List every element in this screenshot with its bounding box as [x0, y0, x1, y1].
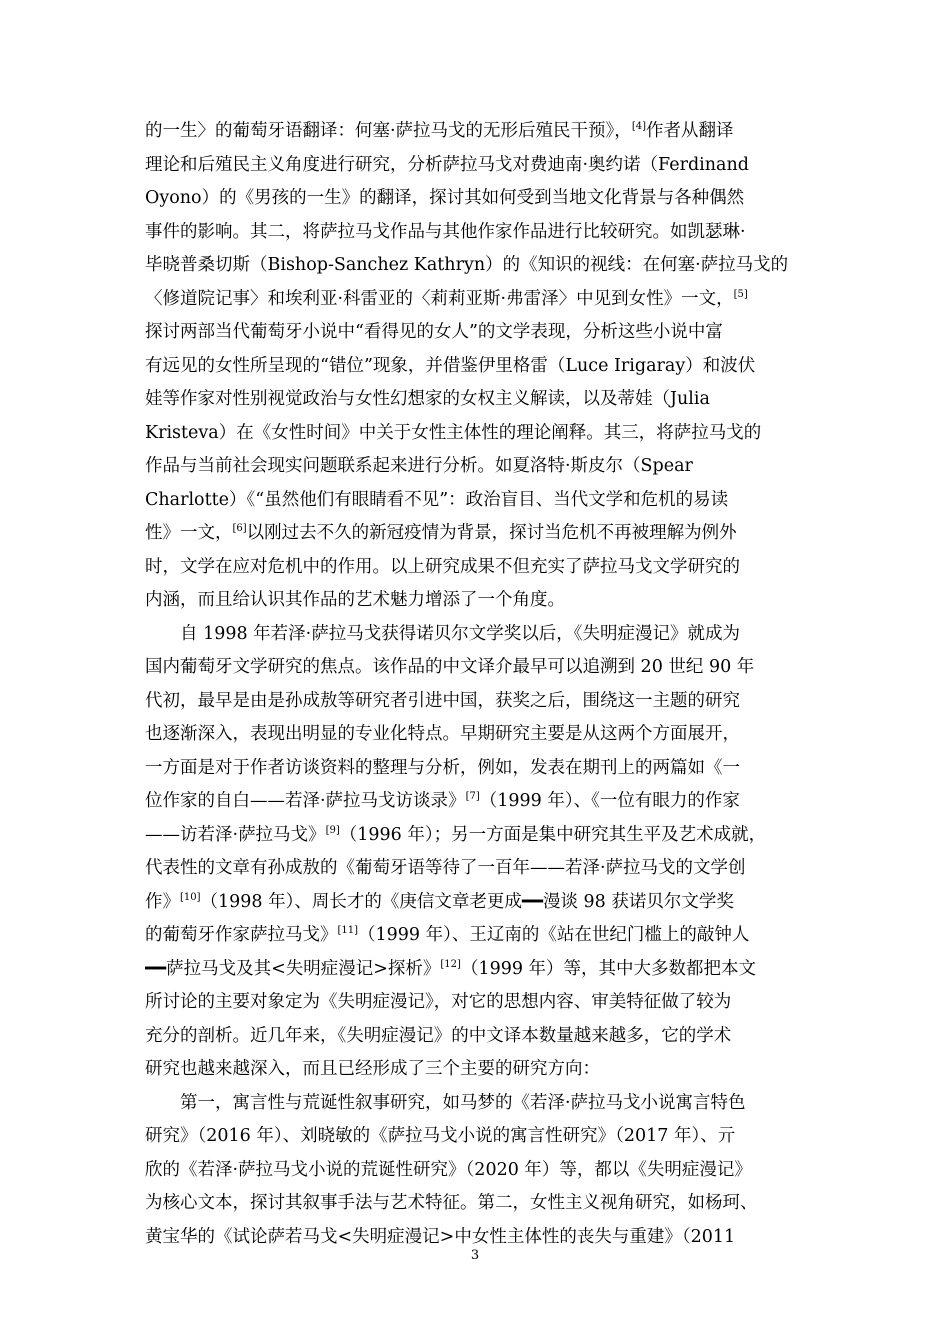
text-line: 所讨论的主要对象定为《失明症漫记》，对它的思想内容、审美特征做了较为: [145, 992, 732, 1012]
text-line: Charlotte）《“虽然他们有眼睛看不见”：政治盲目、当代文学和危机的易读: [145, 489, 729, 510]
text-line: 自 1998 年若泽·萨拉马戈获得诺贝尔文学奖以后，《失明症漫记》就成为: [180, 623, 740, 644]
text-line: 娃等作家对性别视觉政治与女性幻想家的女权主义解读，以及蒂娃（Julia: [145, 389, 710, 409]
text-line: Kristeva）在《女性时间》中关于女性主体性的理论阐释。其三，将萨拉马戈的: [145, 422, 762, 443]
text-line: 的一生〉的葡萄牙语翻译：何塞·萨拉马戈的无形后殖民干预》，[4]作者从翻译: [145, 121, 734, 141]
text-line: 内涵，而且给认识其作品的艺术魅力增添了一个角度。: [145, 590, 565, 610]
text-line: 探讨两部当代葡萄牙小说中“看得见的女人”的文学表现，分析这些小说中富: [145, 322, 723, 342]
text-line: 黄宝华的《试论萨若马戈<失明症漫记>中女性主体性的丧失与重建》（2011: [145, 1226, 736, 1247]
text-line: 第一，寓言性与荒诞性叙事研究，如马梦的《若泽·萨拉马戈小说寓言特色: [180, 1092, 746, 1113]
text-line: 代表性的文章有孙成敖的《葡萄牙语等待了一百年——若泽·萨拉马戈的文学创: [145, 858, 746, 878]
text-line: 研究也越来越深入，而且已经形成了三个主要的研究方向：: [145, 1059, 600, 1079]
text-line: 事件的影响。其二，将萨拉马戈作品与其他作家作品进行比较研究。如凯瑟琳·: [145, 221, 746, 242]
text-line: ━━萨拉马戈及其<失明症漫记>探析》[12]（1999 年）等，其中大多数都把本文: [145, 958, 757, 979]
text-line: ——访若泽·萨拉马戈》[9]（1996 年）；另一方面是集中研究其生平及艺术成就，: [145, 824, 767, 845]
text-line: 作》[10]（1998 年）、周长才的《庚信文章老更成━━漫谈 98 获诺贝尔文学奖: [145, 891, 734, 912]
text-line: 研究》（2016 年）、刘晓敏的《萨拉马戈小说的寓言性研究》（2017 年）、亓: [145, 1126, 736, 1146]
text-line: 充分的剖析。近几年来，《失明症漫记》的中文译本数量越来越多，它的学术: [145, 1025, 732, 1046]
body-text: [145, 115, 807, 1254]
text-line: Oyono）的《男孩的一生》的翻译，探讨其如何受到当地文化背景与各种偶然: [145, 188, 745, 208]
text-line: 作品与当前社会现实问题联系起来进行分析。如夏洛特·斯皮尔（Spear: [145, 456, 693, 476]
text-line: 〈修道院记事〉和埃利亚·科雷亚的〈莉莉亚斯·弗雷泽〉中见到女性》一文，[5]: [145, 288, 748, 309]
text-line: 欣的《若泽·萨拉马戈小说的荒诞性研究》（2020 年）等，都以《失明症漫记》: [145, 1159, 752, 1180]
text-line: 毕晓普桑切斯（Bishop-Sanchez Kathryn）的《知识的视线：在何塞·萨拉马戈的: [145, 255, 789, 275]
text-line: 有远见的女性所呈现的“错位”现象，并借鉴伊里格雷（Luce Irigaray）和波伏: [145, 355, 756, 376]
text-line: 位作家的自白——若泽·萨拉马戈访谈录》[7]（1999 年）、《一位有眼力的作家: [145, 791, 740, 811]
text-line: 国内葡萄牙文学研究的焦点。该作品的中文译介最早可以追溯到 20 世纪 90 年: [145, 657, 755, 677]
text-line: 性》一文，[6]以刚过去不久的新冠疫情为背景，探讨当危机不再被理解为例外: [145, 523, 737, 543]
text-line: 也逐渐深入，表现出明显的专业化特点。早期研究主要是从这两个方面展开，: [145, 724, 740, 744]
text-line: 一方面是对于作者访谈资料的整理与分析，例如，发表在期刊上的两篇如《一: [145, 757, 740, 778]
text-line: 为核心文本，探讨其叙事手法与艺术特征。第二，女性主义视角研究，如杨珂、: [145, 1193, 758, 1213]
page-number: 3: [470, 1248, 480, 1263]
text-line: 时，文学在应对危机中的作用。以上研究成果不但充实了萨拉马戈文学研究的: [145, 556, 740, 577]
text-line: 的葡萄牙作家萨拉马戈》[11]（1999 年）、王辽南的《站在世纪门槛上的敲钟人: [145, 925, 750, 945]
text-line: 代初，最早是由是孙成敖等研究者引进中国，获奖之后，围绕这一主题的研究: [145, 690, 740, 711]
text-line: 理论和后殖民主义角度进行研究，分析萨拉马戈对费迪南·奥约诺（Ferdinand: [145, 154, 749, 175]
